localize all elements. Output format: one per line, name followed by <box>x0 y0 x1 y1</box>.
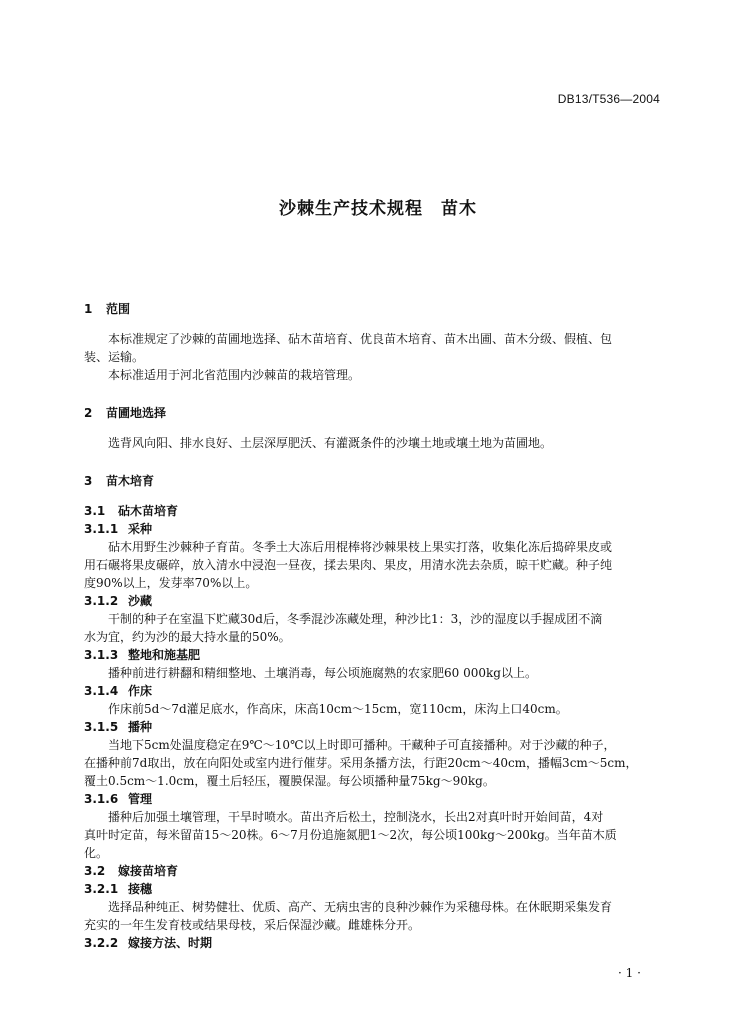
page-number: · 1 · <box>618 966 641 980</box>
subsection-heading <box>84 502 664 520</box>
paragraph-line: 真叶时定苗，每米留苗15～20株。6～7月份追施氮肥1～2次，每公顷100kg～200kg。当年苗木质 <box>84 828 617 842</box>
subsubsection-number: 3.1.4 <box>84 684 119 698</box>
paragraph-line: 水为宜，约为沙的最大持水量的50%。 <box>84 630 291 644</box>
paragraph-line: 选背风向阳、排水良好、土层深厚肥沃、有灌溉条件的沙壤土地或壤土地为苗圃地。 <box>108 436 553 450</box>
subsubsection-title: 播种 <box>128 720 153 734</box>
page-title: 沙棘生产技术规程 苗木 <box>279 199 477 219</box>
subsubsection-title: 管理 <box>128 792 153 806</box>
subsubsection-heading <box>84 646 664 664</box>
section-number: 2 <box>84 406 93 420</box>
subsubsection-title: 整地和施基肥 <box>128 648 201 662</box>
section-number: 1 <box>84 302 93 316</box>
subsubsection-heading <box>84 592 664 610</box>
spacer <box>84 422 664 434</box>
paragraph-line: 覆土0.5cm～1.0cm，覆土后轻压，覆膜保湿。每公顷播种量75kg～90kg。 <box>84 774 495 788</box>
section-title: 苗木培育 <box>106 474 155 488</box>
subsubsection-heading <box>84 718 664 736</box>
subsubsection-title: 沙藏 <box>128 594 153 608</box>
paragraph-line: 用石碾将果皮碾碎，放入清水中浸泡一昼夜，揉去果肉、果皮，用清水洗去杂质，晾干贮藏。种子纯 <box>84 558 613 572</box>
paragraph-line: 本标准适用于河北省范围内沙棘苗的栽培管理。 <box>108 368 361 382</box>
subsection-number: 3.2 <box>84 864 106 878</box>
paragraph-line: 作床前5d～7d灌足底水，作高床，床高10cm～15cm，宽110cm，床沟上口40cm。 <box>108 702 568 716</box>
document-body <box>84 292 664 952</box>
paragraph-line: 化。 <box>84 846 109 860</box>
subsubsection-number: 3.1.6 <box>84 792 119 806</box>
section-title: 苗圃地选择 <box>106 406 167 420</box>
paragraph-line: 播种后加强土壤管理，干旱时喷水。苗出齐后松土，控制浇水，长出2对真叶时开始间苗，4对 <box>108 810 604 824</box>
spacer <box>84 452 664 464</box>
subsubsection-heading <box>84 790 664 808</box>
subsubsection-heading <box>84 520 664 538</box>
section-heading <box>84 300 664 318</box>
section-heading <box>84 472 664 490</box>
subsubsection-number: 3.1.3 <box>84 648 119 662</box>
subsubsection-number: 3.1.5 <box>84 720 119 734</box>
subsubsection-title: 接穗 <box>128 882 153 896</box>
subsubsection-heading <box>84 880 664 898</box>
subsection-number: 3.1 <box>84 504 106 518</box>
paragraph-line: 当地下5cm处温度稳定在9℃～10℃以上时即可播种。干藏种子可直接播种。对于沙藏的种子， <box>108 738 616 752</box>
paragraph-line: 砧木用野生沙棘种子育苗。冬季土大冻后用棍棒将沙棘果枝上果实打落，收集化冻后捣碎果皮或 <box>108 540 613 554</box>
subsubsection-heading <box>84 682 664 700</box>
paragraph-line: 装、运输。 <box>84 350 145 364</box>
section-title: 范围 <box>106 302 131 316</box>
subsection-title: 嫁接苗培育 <box>118 864 179 878</box>
subsubsection-number: 3.2.1 <box>84 882 119 896</box>
paragraph-line: 选择品种纯正、树势健壮、优质、高产、无病虫害的良种沙棘作为采穗母株。在休眠期采集发育 <box>108 900 613 914</box>
section-number: 3 <box>84 474 93 488</box>
subsubsection-title: 采种 <box>128 522 153 536</box>
subsubsection-title: 作床 <box>128 684 153 698</box>
paragraph-line: 播种前进行耕翻和精细整地、土壤消毒，每公顷施腐熟的农家肥60 000kg以上。 <box>108 666 537 680</box>
spacer <box>84 318 664 330</box>
subsubsection-number: 3.2.2 <box>84 936 119 950</box>
subsubsection-number: 3.1.1 <box>84 522 119 536</box>
spacer <box>84 384 664 396</box>
paragraph-line: 干制的种子在室温下贮藏30d后，冬季混沙冻藏处理，种沙比1：3，沙的湿度以手握成团不滴 <box>108 612 603 626</box>
paragraph-line: 度90%以上，发芽率70%以上。 <box>84 576 258 590</box>
paragraph-line: 在播种前7d取出，放在向阳处或室内进行催芽。采用条播方法，行距20cm～40cm，播幅3cm～5cm， <box>84 756 638 770</box>
subsubsection-heading <box>84 934 664 952</box>
subsubsection-title: 嫁接方法、时期 <box>128 936 213 950</box>
subsection-heading <box>84 862 664 880</box>
subsubsection-number: 3.1.2 <box>84 594 119 608</box>
section-heading <box>84 404 664 422</box>
spacer <box>84 490 664 502</box>
subsection-title: 砧木苗培育 <box>118 504 179 518</box>
paragraph-line: 本标准规定了沙棘的苗圃地选择、砧木苗培育、优良苗木培育、苗木出圃、苗木分级、假植、包 <box>108 332 613 346</box>
paragraph-line: 充实的一年生发育枝或结果母枝，采后保湿沙藏。雌雄株分开。 <box>84 918 421 932</box>
document-code: DB13/T536—2004 <box>557 92 660 106</box>
